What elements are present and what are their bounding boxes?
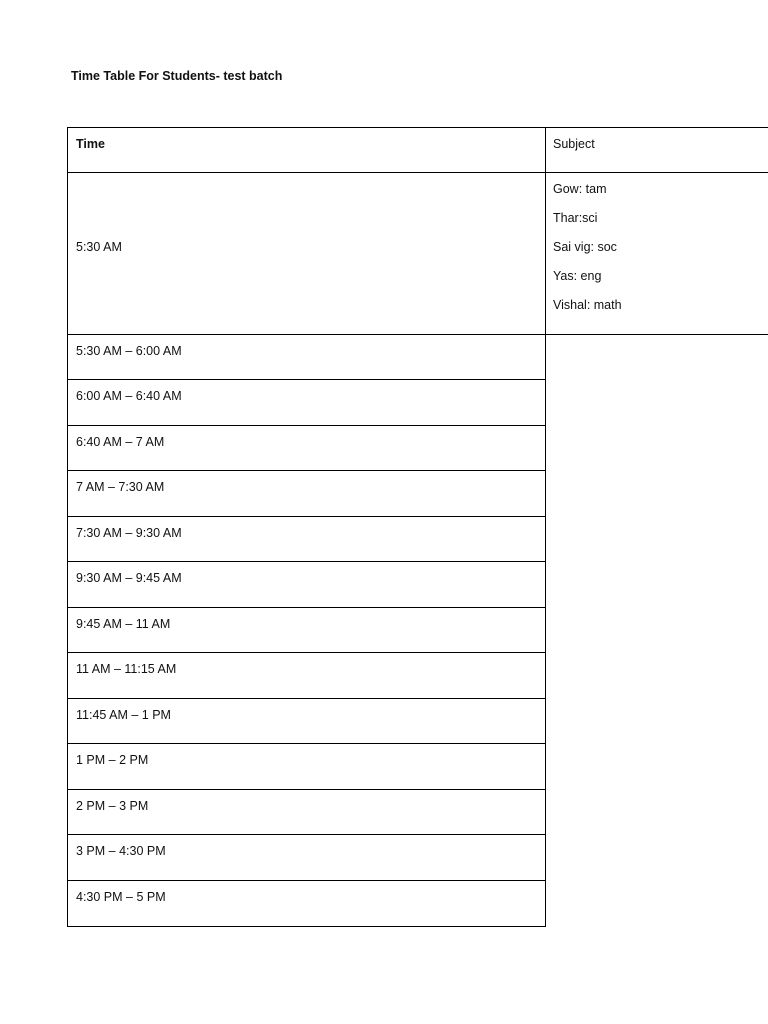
time-row: 9:30 AM – 9:45 AM — [76, 571, 182, 585]
time-row: 6:40 AM – 7 AM — [76, 435, 165, 449]
subject-header: Subject — [553, 137, 595, 151]
row-divider — [67, 652, 546, 653]
time-row: 7 AM – 7:30 AM — [76, 480, 165, 494]
subject-entry: Gow: tam — [553, 182, 607, 196]
time-row: 6:00 AM – 6:40 AM — [76, 389, 182, 403]
page-title: Time Table For Students- test batch — [71, 69, 283, 83]
row-divider — [67, 698, 546, 699]
time-row: 9:45 AM – 11 AM — [76, 617, 171, 631]
row-divider — [67, 789, 546, 790]
row-divider — [67, 470, 546, 471]
row-divider — [67, 516, 546, 517]
time-header: Time — [76, 137, 105, 151]
time-row: 2 PM – 3 PM — [76, 799, 149, 813]
time-row: 5:30 AM – 6:00 AM — [76, 344, 182, 358]
time-row: 11 AM – 11:15 AM — [76, 662, 177, 676]
subject-entry: Sai vig: soc — [553, 240, 617, 254]
header-divider — [67, 172, 768, 173]
row-divider — [67, 425, 546, 426]
time-row: 11:45 AM – 1 PM — [76, 708, 171, 722]
row-divider — [67, 834, 546, 835]
time-row: 7:30 AM – 9:30 AM — [76, 526, 182, 540]
subject-entry: Vishal: math — [553, 298, 622, 312]
column-divider — [545, 127, 546, 335]
row-divider — [67, 561, 546, 562]
time-row: 4:30 PM – 5 PM — [76, 890, 166, 904]
time-row: 1 PM – 2 PM — [76, 753, 149, 767]
row-divider — [67, 607, 546, 608]
first-row-time: 5:30 AM — [76, 240, 122, 254]
table-header-block — [67, 127, 768, 335]
subject-entry: Yas: eng — [553, 269, 602, 283]
row-divider — [67, 379, 546, 380]
row-divider — [67, 743, 546, 744]
time-row: 3 PM – 4:30 PM — [76, 844, 166, 858]
row-divider — [67, 880, 546, 881]
subject-entry: Thar:sci — [553, 211, 598, 225]
